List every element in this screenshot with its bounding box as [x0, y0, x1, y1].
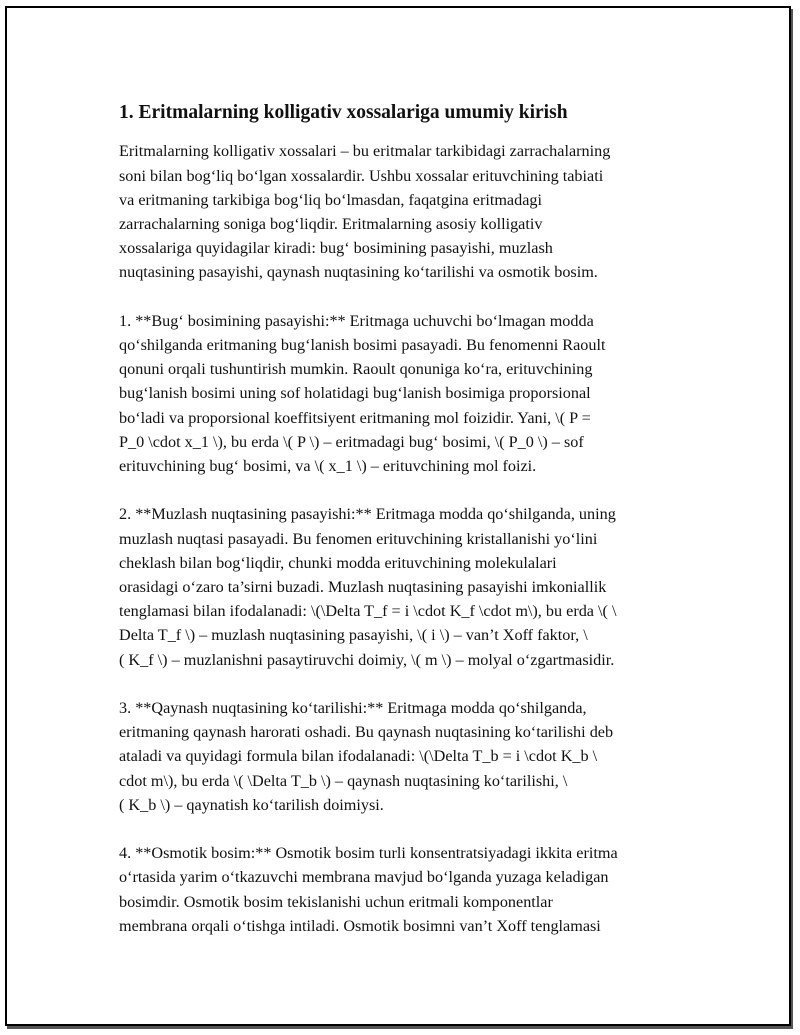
page-frame [5, 6, 791, 1026]
text-line: bosimdir. Osmotik bosim tekislanishi uchun eritmali komponentlar [119, 892, 553, 911]
text-line: soni bilan bog‘liq bo‘lgan xossalardir. Ushbu xossalar erituvchining tabiati [119, 166, 604, 185]
text-line: va eritmaning tarkibiga bog‘liq bo‘lmasdan, faqatgina eritmadagi [119, 190, 542, 209]
text-line: membrana orqali o‘tishga intiladi. Osmotik bosimni van’t Xoff tenglamasi [119, 916, 601, 935]
text-line: eritmaning qaynash harorati oshadi. Bu qaynash nuqtasining ko‘tarilishi deb [119, 723, 614, 742]
text-line: 3. **Qaynash nuqtasining ko‘tarilishi:** Eritmaga modda qo‘shilganda, [119, 698, 587, 717]
text-line: bug‘lanish bosimi uning sof holatidagi bug‘lanish bosimiga proporsional [119, 384, 591, 403]
text-line: 2. **Muzlash nuqtasining pasayishi:** Eritmaga modda qo‘shilganda, uning [119, 505, 616, 524]
paragraph-osmotic-pressure [119, 841, 693, 938]
text-line: qonuni orqali tushuntirish mumkin. Raoult qonuniga ko‘ra, erituvchining [119, 360, 593, 379]
text-line: cheklash bilan bog‘liqdir, chunki modda erituvchining molekulalari [119, 553, 557, 572]
paragraph-intro [119, 139, 693, 284]
text-line: P_0 \cdot x_1 \), bu erda \( P \) – eritmadagi bug‘ bosimi, \( P_0 \) – sof [119, 432, 584, 451]
text-line: xossalariga quyidagilar kiradi: bug‘ bosimining pasayishi, muzlash [119, 239, 553, 258]
text-line: tenglamasi bilan ifodalanadi: \(\Delta T_f = i \cdot K_f \cdot m\), bu erda \( \ [119, 602, 617, 621]
text-line: muzlash nuqtasi pasayadi. Bu fenomen erituvchining kristallanishi yo‘lini [119, 529, 598, 548]
text-line: o‘rtasida yarim o‘tkazuvchi membrana mavjud bo‘lganda yuzaga keladigan [119, 868, 609, 887]
text-line: nuqtasining pasayishi, qaynash nuqtasining ko‘tarilishi va osmotik bosim. [119, 263, 598, 282]
text-line: ( K_f \) – muzlanishni pasaytiruvchi doimiy, \( m \) – molyal o‘zgartmasidir. [119, 650, 615, 669]
text-line: erituvchining bug‘ bosimi, va \( x_1 \) – erituvchining mol foizi. [119, 456, 537, 475]
paragraph-vapor-pressure [119, 309, 693, 478]
text-line: Delta T_f \) – muzlash nuqtasining pasayishi, \( i \) – van’t Xoff faktor, \ [119, 626, 588, 645]
text-line: zarrachalarning soniga bog‘liqdir. Eritmalarning asosiy kolligativ [119, 214, 543, 233]
text-line: Eritmalarning kolligativ xossalari – bu eritmalar tarkibidagi zarrachalarning [119, 142, 611, 161]
paragraph-freezing-point [119, 502, 693, 671]
paragraph-boiling-point [119, 696, 693, 817]
document-title: 1. Eritmalarning kolligativ xossalariga umumiy kirish [119, 102, 568, 123]
text-line: cdot m\), bu erda \( \Delta T_b \) – qaynash nuqtasining ko‘tarilishi, \ [119, 771, 568, 790]
text-line: 4. **Osmotik bosim:** Osmotik bosim turli konsentratsiyadagi ikkita eritma [119, 844, 618, 863]
text-line: 1. **Bug‘ bosimining pasayishi:** Eritmaga uchuvchi bo‘lmagan modda [119, 311, 594, 330]
document-body [119, 100, 693, 962]
text-line: orasidagi o‘zaro ta’sirni buzadi. Muzlash nuqtasining pasayishi imkoniallik [119, 577, 607, 596]
text-line: ataladi va quyidagi formula bilan ifodalanadi: \(\Delta T_b = i \cdot K_b \ [119, 747, 598, 766]
text-line: bo‘ladi va proporsional koeffitsiyent eritmaning mol foizidir. Yani, \( P = [119, 408, 591, 427]
text-line: ( K_b \) – qaynatish ko‘tarilish doimiysi. [119, 795, 384, 814]
text-line: qo‘shilganda eritmaning bug‘lanish bosimi pasayadi. Bu fenomenni Raoult [119, 335, 606, 354]
